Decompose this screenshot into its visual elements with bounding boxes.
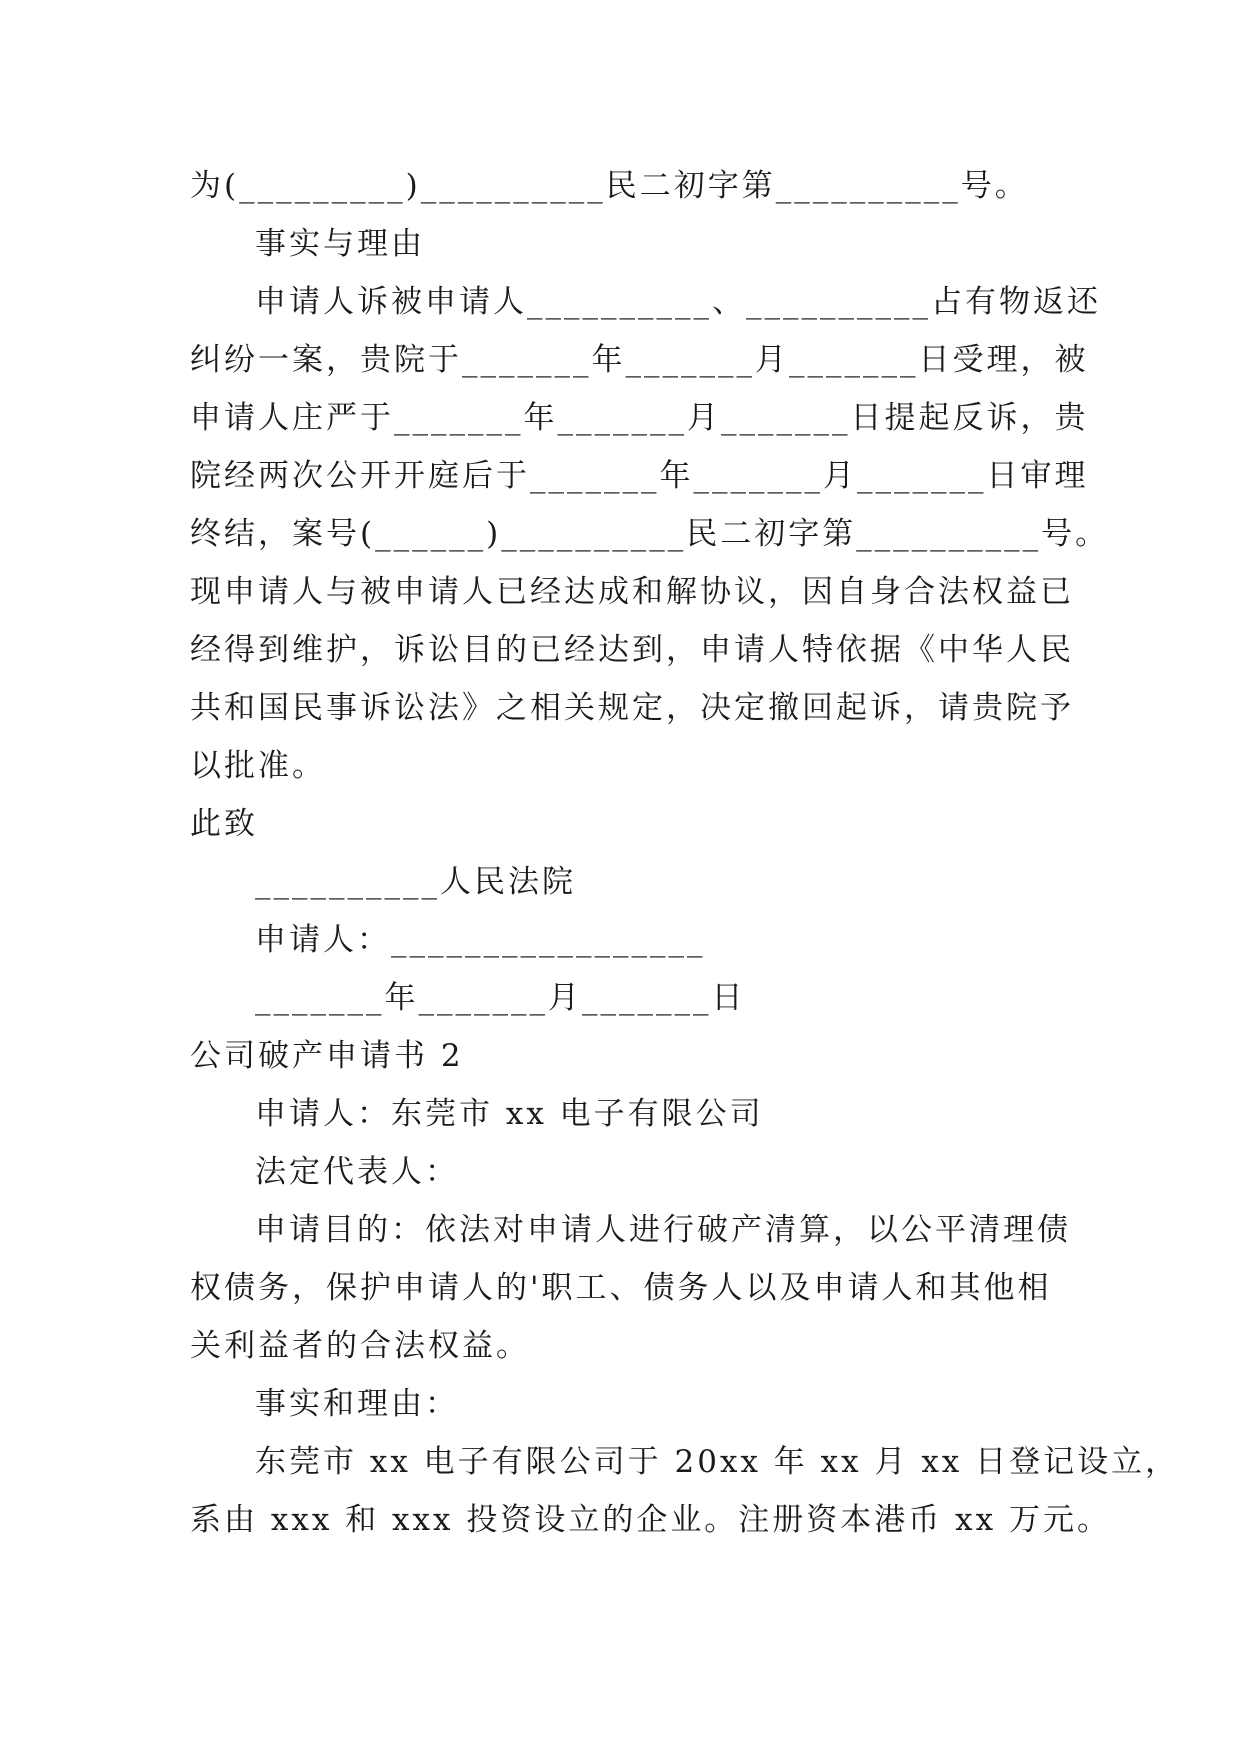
body-line: 申请目的：依法对申请人进行破产清算，以公平清理债 bbox=[255, 1212, 1071, 1248]
body-line: 申请人诉被申请人__________、__________占有物返还 bbox=[255, 284, 1101, 320]
body-line: 东莞市 xx 电子有限公司于 20xx 年 xx 月 xx 日登记设立， bbox=[255, 1444, 1180, 1480]
body-line: 申请人庄严于_______年_______月_______日提起反诉，贵 bbox=[190, 400, 1089, 436]
body-line: 现申请人与被申请人已经达成和解协议，因自身合法权益已 bbox=[190, 574, 1074, 610]
body-line: 以批准。 bbox=[190, 748, 326, 784]
applicant-line: 申请人：东莞市 xx 电子有限公司 bbox=[255, 1096, 764, 1132]
court-recipient: __________人民法院 bbox=[255, 864, 576, 900]
applicant-signature-line: 申请人：_________________ bbox=[255, 922, 706, 958]
body-line: 系由 xxx 和 xxx 投资设立的企业。注册资本港币 xx 万元。 bbox=[190, 1502, 1111, 1538]
body-line: 共和国民事诉讼法》之相关规定，决定撤回起诉，请贵院予 bbox=[190, 690, 1074, 726]
body-line: 院经两次公开开庭后于_______年_______月_______日审理 bbox=[190, 458, 1089, 494]
body-line: 关利益者的合法权益。 bbox=[190, 1328, 530, 1364]
salutation: 此致 bbox=[190, 806, 258, 842]
section-heading-facts-reasons: 事实和理由： bbox=[255, 1386, 459, 1422]
legal-representative-line: 法定代表人： bbox=[255, 1154, 459, 1190]
section-heading-facts: 事实与理由 bbox=[255, 226, 425, 262]
body-line: 终结，案号(______)__________民二初字第__________号。 bbox=[190, 516, 1110, 552]
body-line: 纠纷一案，贵院于_______年_______月_______日受理，被 bbox=[190, 342, 1089, 378]
case-number-line: 为(_________)__________民二初字第__________号。 bbox=[190, 168, 1029, 204]
document-title: 公司破产申请书 2 bbox=[190, 1038, 464, 1074]
body-line: 经得到维护，诉讼目的已经达到，申请人特依据《中华人民 bbox=[190, 632, 1074, 668]
body-line: 权债务，保护申请人的'职工、债务人以及申请人和其他相 bbox=[190, 1270, 1052, 1306]
date-line: _______年_______月_______日 bbox=[255, 980, 746, 1016]
